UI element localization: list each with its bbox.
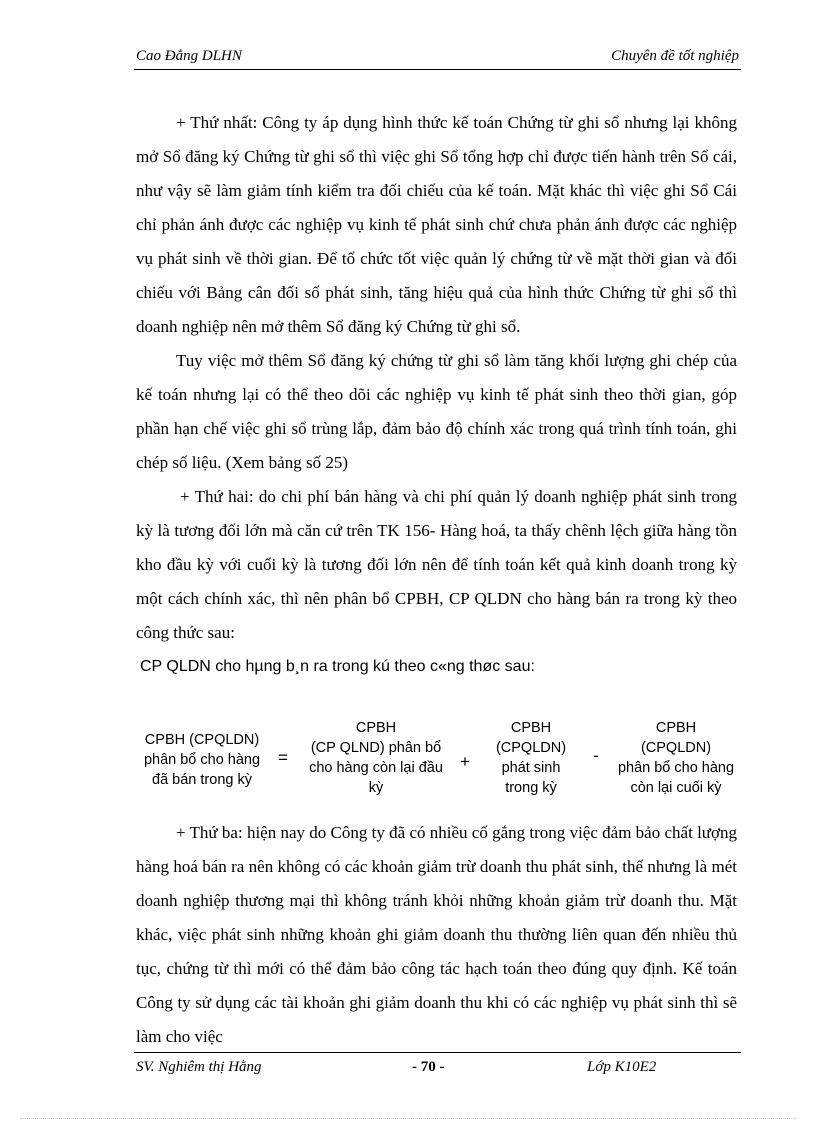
footer-class: Lớp K10E2: [587, 1059, 657, 1075]
formula-term-opening: [296, 718, 456, 798]
formula-lhs-line: CPBH (CPQLDN): [144, 732, 260, 748]
header-rule: [134, 69, 741, 70]
formula-term-line: CPBH: [655, 720, 697, 736]
formula-equals: =: [278, 748, 288, 767]
footer-rule: [134, 1052, 741, 1053]
formula-term-line: kỳ: [368, 780, 384, 796]
paragraph-third: + Thứ hai: do chi phí bán hàng và chi phí quản lý doanh nghiệp phát sinh trong kỳ là tương đối lớn mà căn cứ trên TK 156- Hàng hoá, ta thấy chênh lệch giữa hàng tồn kho đầu kỳ với cuối kỳ là tương đối lớn nên để tính toán kết quả kinh doanh trong kỳ một cách chính xác, thì nên phân bổ CPBH, CP QLDN cho hàng bán ra trong kỳ theo công thức sau:: [136, 487, 737, 642]
page-header: [134, 48, 741, 68]
paragraph-first: + Thứ nhất: Công ty áp dụng hình thức kế toán Chứng từ ghi sổ nhưng lại không mở Sổ đăng ký Chứng từ ghi sổ thì việc ghi Sổ tổng hợp chỉ được tiến hành trên Sổ cái, như vậy sẽ làm giảm tính kiểm tra đối chiếu của kế toán. Mặt khác thì việc ghi Sổ Cái chỉ phản ánh được các nghiệp vụ kinh tế phát sinh chứ chưa phản ánh được các nghiệp vụ phát sinh về thời gian. Để tổ chức tốt việc quản lý chứng từ về mặt thời gian và đối chiếu với Bảng cân đối số phát sinh, tăng hiệu quả của hình thức Chứng từ ghi sổ thì doanh nghiệp nên mở thêm Sổ đăng ký Chứng từ ghi sổ.: [136, 113, 737, 336]
formula-term-line: (CP QLND) phân bổ: [310, 740, 442, 756]
formula-minus: -: [593, 746, 599, 765]
formula-term-line: phân bổ cho hàng: [617, 760, 735, 776]
formula-lhs-line: đã bán trong kỳ: [152, 772, 252, 788]
page-footer: [134, 1059, 741, 1079]
header-school: Cao Đẳng DLHN: [136, 48, 242, 64]
paragraph-fourth: + Thứ ba: hiện nay do Công ty đã có nhiều cố gắng trong việc đảm bảo chất lượng hàng hoá bán ra nên không có các khoản giảm trừ doanh thu phát sinh, thế nhưng là mét doanh nghiệp thương mại thì không tránh khỏi những khoản giảm trừ doanh thu. Mặt khác, việc phát sinh những khoản ghi giảm doanh thu thường liên quan đến nhiều thủ tục, chứng từ thì mới có thể đảm bảo công tác hạch toán theo đúng quy định. Kế toán Công ty sử dụng các tài khoản ghi giảm doanh thu khi có các nghiệp vụ phát sinh thì sẽ làm cho việc: [136, 823, 737, 1046]
footer-page-number: - 70 -: [412, 1059, 445, 1075]
formula-term-line: (CPQLDN): [495, 740, 567, 756]
formula-term-incurred: [476, 718, 586, 798]
formula-term-line: cho hàng còn lại đầu: [309, 760, 443, 776]
formula-term-line: phát sinh: [501, 760, 561, 776]
formula-term-line: (CPQLDN): [640, 740, 712, 756]
formula-term-line: CPBH: [510, 720, 552, 736]
allocation-formula: [130, 716, 745, 806]
formula-term-line: trong kỳ: [505, 780, 557, 796]
formula-term-closing: [608, 718, 744, 798]
formula-lhs-line: phân bổ cho hàng: [143, 752, 261, 768]
document-body-continued: [136, 816, 737, 1054]
formula-term-line: còn lại cuối kỳ: [630, 780, 722, 796]
formula-lhs: [132, 730, 272, 790]
formula-term-line: CPBH: [355, 720, 397, 736]
document-body: [136, 106, 737, 684]
header-title: Chuyên đề tốt nghiệp: [611, 48, 739, 64]
footer-student: SV. Nghiêm thị Hằng: [136, 1059, 262, 1075]
paragraph-second: Tuy việc mở thêm Sổ đăng ký chứng từ ghi sổ làm tăng khối lượng ghi chép của kế toán nhưng lại có thể theo dõi các nghiệp vụ kinh tế phát sinh theo thời gian, góp phần hạn chế việc ghi sổ trùng lắp, đảm bảo độ chính xác trong quá trình tính toán, ghi chép số liệu. (Xem bảng số 25): [136, 351, 737, 472]
garbled-line: CP QLDN cho hµng b¸n ra trong kú theo c«ng thøc sau:: [140, 658, 535, 675]
formula-plus: +: [460, 752, 470, 771]
page-bottom-dots: [20, 1118, 796, 1119]
